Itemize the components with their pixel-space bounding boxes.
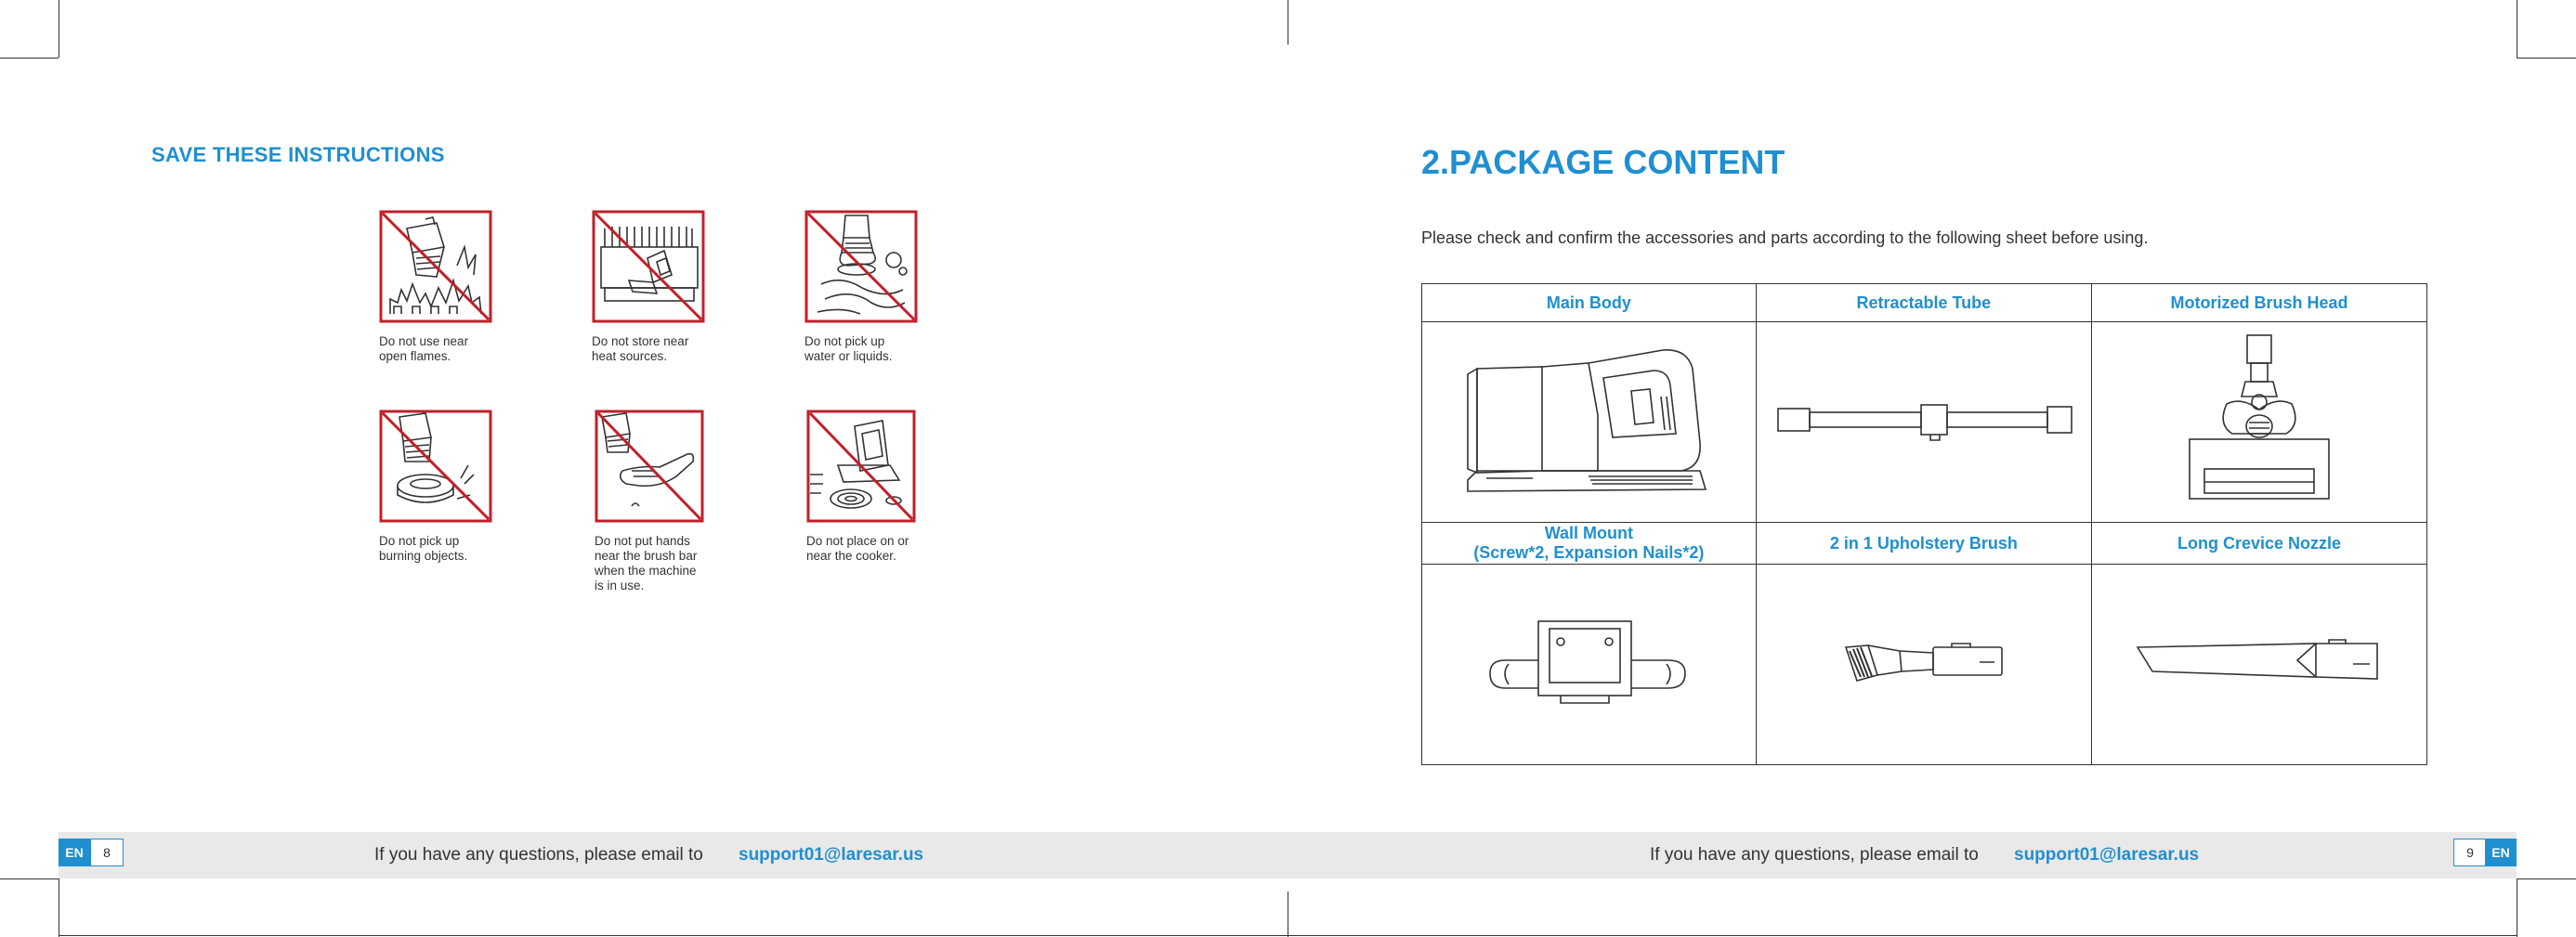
package-content-title: 2.PACKAGE CONTENT	[1421, 143, 1785, 181]
language-badge: EN	[59, 839, 90, 866]
upholstery-brush-illustration	[1840, 634, 2007, 690]
retractable-tube-illustration	[1771, 392, 2077, 448]
warning-liquids	[804, 210, 944, 364]
footer-contact-text: If you have any questions, please email to	[1650, 845, 1979, 865]
liquid-icon	[804, 210, 918, 323]
crop-mark	[2517, 58, 2576, 59]
warning-label: Do not store near heat sources.	[592, 334, 689, 363]
item-name-cell: Motorized Brush Head	[2092, 284, 2427, 322]
save-instructions-title: SAVE THESE INSTRUCTIONS	[151, 143, 445, 166]
wall-mount-illustration	[1486, 616, 1691, 709]
item-name-cell: Wall Mount (Screw*2, Expansion Nails*2)	[1422, 523, 1757, 565]
crop-mark	[0, 58, 59, 59]
burning-object-icon	[379, 410, 492, 523]
warning-hands-brush	[595, 410, 734, 593]
footer-support-email[interactable]: support01@laresar.us	[739, 845, 924, 865]
warning-label: Do not put hands near the brush bar when the machine is in use.	[595, 534, 698, 592]
crop-mark	[0, 878, 59, 879]
cooker-icon	[806, 410, 916, 523]
item-name-cell: Retractable Tube	[1756, 284, 2091, 322]
left-footer-bar	[59, 832, 1288, 878]
footer-support-email[interactable]: support01@laresar.us	[2014, 845, 2200, 865]
language-badge: EN	[2485, 839, 2517, 866]
crevice-nozzle-illustration	[2134, 634, 2385, 690]
item-image-cell	[1756, 565, 2091, 765]
warning-label: Do not pick up water or liquids.	[804, 334, 893, 363]
item-name-cell: 2 in 1 Upholstery Brush	[1756, 523, 2091, 565]
open-flame-icon	[379, 210, 492, 323]
package-content-table	[1421, 283, 2427, 765]
crop-mark	[2517, 878, 2576, 879]
page-number-badge: 8	[90, 839, 124, 866]
warning-label: Do not pick up burning objects.	[379, 534, 468, 563]
warning-open-flames	[379, 210, 518, 364]
warning-label: Do not place on or near the cooker.	[806, 534, 909, 563]
warning-heat-sources	[592, 210, 731, 364]
package-intro-text: Please check and confirm the accessories and parts according to the following sheet before using.	[1421, 228, 2149, 247]
page-number-badge: 9	[2453, 839, 2487, 866]
crop-mark	[59, 935, 2517, 936]
hand-brush-icon	[595, 410, 704, 523]
item-image-cell	[1422, 322, 1757, 523]
brush-head-illustration	[2180, 332, 2338, 508]
warning-burning-objects	[379, 410, 518, 564]
item-image-cell	[1756, 322, 2091, 523]
warning-label: Do not use near open flames.	[379, 334, 469, 363]
item-name-cell: Long Crevice Nozzle	[2092, 523, 2427, 565]
footer-contact-text: If you have any questions, please email to	[374, 845, 703, 865]
item-image-cell	[1422, 565, 1757, 765]
main-body-illustration	[1449, 341, 1728, 499]
item-name-cell: Main Body	[1422, 284, 1757, 322]
heat-source-icon	[592, 210, 705, 323]
right-footer-bar	[1288, 832, 2517, 878]
item-image-cell	[2092, 322, 2427, 523]
warning-cooker	[806, 410, 946, 564]
item-image-cell	[2092, 565, 2427, 765]
